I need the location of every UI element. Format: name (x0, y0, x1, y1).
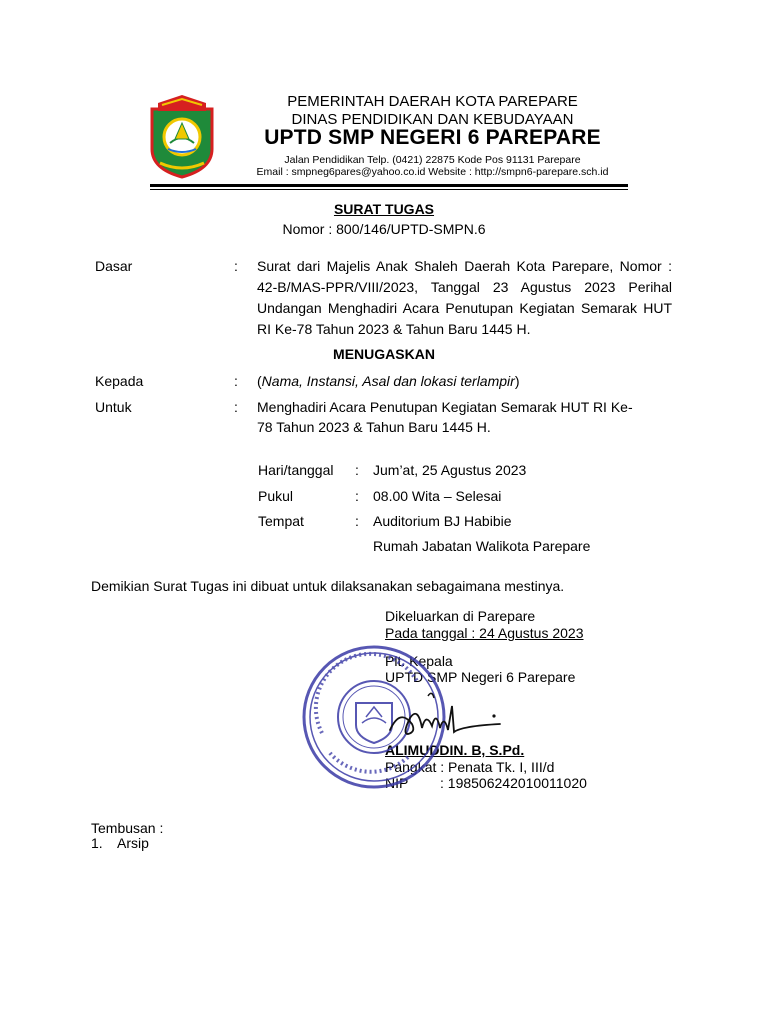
city-emblem-logo (148, 93, 216, 179)
header-school-name: UPTD SMP NEGERI 6 PAREPARE (264, 126, 601, 149)
tempat-label: Tempat (258, 513, 304, 529)
dasar-text: Surat dari Majelis Anak Shaleh Daerah Kota Parepare, Nomor : 42-B/MAS-PPR/VIII/2023, Tanggal 23 Agustus 2023 Perihal Undangan Menghadiri Acara Penutupan Kegiatan Semarak HUT RI Ke-78 Tahun 2023 & Tahun Baru 1445 H. (257, 258, 672, 337)
signer-position-1: Plt. Kepala (385, 653, 453, 669)
hari-colon: : (355, 462, 359, 478)
kepada-label: Kepada (95, 373, 144, 389)
untuk-label: Untuk (95, 399, 132, 415)
untuk-colon: : (234, 399, 238, 415)
tembusan-item: Arsip (117, 835, 149, 851)
tempat-value-2: Rumah Jabatan Walikota Parepare (373, 538, 591, 554)
tempat-value-1: Auditorium BJ Habibie (373, 513, 512, 529)
header-divider-thin (150, 189, 628, 190)
closing-statement: Demikian Surat Tugas ini dibuat untuk dilaksanakan sebagaimana mestinya. (91, 578, 565, 594)
header-address: Jalan Pendidikan Telp. (0421) 22875 Kode Pos 91131 Parepare (284, 154, 581, 166)
hari-label: Hari/tanggal (258, 462, 334, 478)
kepada-text: (Nama, Instansi, Asal dan lokasi terlampir) (257, 373, 520, 389)
handwritten-signature (382, 688, 507, 750)
tempat-colon: : (355, 513, 359, 529)
pukul-label: Pukul (258, 488, 294, 504)
letter-title: SURAT TUGAS (333, 201, 435, 217)
letter-number: Nomor : 800/146/UPTD-SMPN.6 (282, 221, 486, 237)
untuk-line-2: 78 Tahun 2023 & Tahun Baru 1445 H. (257, 419, 491, 435)
header-department: DINAS PENDIDIKAN DAN KEBUDAYAAN (291, 111, 574, 128)
header-divider-thick (150, 184, 628, 187)
tembusan-item-number: 1. (91, 835, 103, 851)
signer-nip-label: NIP (385, 775, 409, 791)
dasar-colon: : (234, 258, 238, 274)
signer-rank: Pangkat : Penata Tk. I, III/d (385, 759, 555, 775)
dasar-label: Dasar (95, 258, 133, 274)
header-government: PEMERINTAH DAERAH KOTA PAREPARE (287, 93, 578, 110)
hari-value: Jum’at, 25 Agustus 2023 (373, 462, 527, 478)
pukul-value: 08.00 Wita – Selesai (373, 488, 502, 504)
signer-nip-value: : 198506242010011020 (440, 775, 587, 791)
signer-position-2: UPTD SMP Negeri 6 Parepare (385, 669, 576, 685)
header-contact: Email : smpneg6pares@yahoo.co.id Website : http://smpn6-parepare.sch.id (256, 166, 609, 178)
untuk-line-1: Menghadiri Acara Penutupan Kegiatan Semarak HUT RI Ke- (257, 399, 633, 415)
menugaskan-heading: MENUGASKAN (333, 346, 435, 362)
tembusan-label: Tembusan : (91, 820, 164, 836)
pukul-colon: : (355, 488, 359, 504)
issued-date: Pada tanggal : 24 Agustus 2023 (385, 625, 584, 641)
signer-name: ALIMUDDIN. B, S.Pd. (385, 742, 525, 758)
kepada-colon: : (234, 373, 238, 389)
issued-place: Dikeluarkan di Parepare (385, 608, 536, 624)
